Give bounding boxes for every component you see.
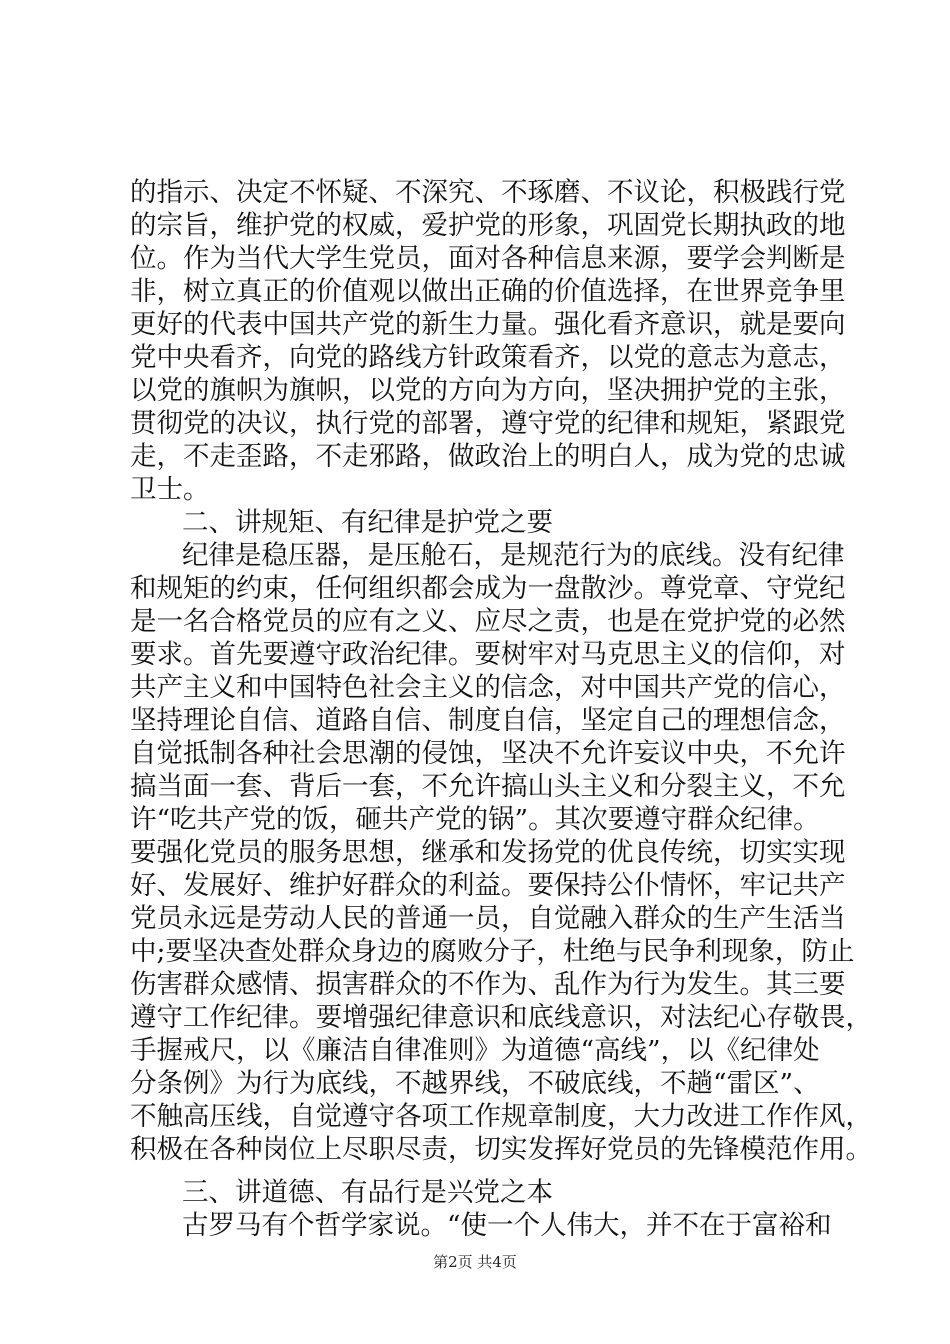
text-line: 伤害群众感情、损害群众的不作为、乱作为行为发生。其三要 [130,969,846,1000]
text-line: 搞当面一套、背后一套，不允许搞山头主义和分裂主义，不允 [130,771,846,802]
text-line: 古罗马有个哲学家说。“使一个人伟大，并不在于富裕和 [182,1210,832,1241]
text-line: 位。作为当代大学生党员，面对各种信息来源，要学会判断是 [130,243,846,274]
text-line: 的指示、决定不怀疑、不深究、不琢磨、不议论，积极践行党 [130,177,846,208]
text-line: 不触高压线，自觉遵守各项工作规章制度，大力改进工作作风， [130,1101,872,1132]
text-line: 的宗旨，维护党的权威，爱护党的形象，巩固党长期执政的地 [130,210,846,241]
text-line: 和规矩的约束，任何组织都会成为一盘散沙。尊党章、守党纪 [130,573,846,604]
text-line: 要强化党员的服务思想，继承和发扬党的优良传统，切实实现 [130,837,846,868]
text-line: 遵守工作纪律。要增强纪律意识和底线意识，对法纪心存敬畏， [130,1002,872,1033]
section-heading: 二、讲规矩、有纪律是护党之要 [182,507,553,538]
text-line: 积极在各种岗位上尽职尽责，切实发挥好党员的先锋模范作用。 [130,1134,872,1165]
text-line: 手握戒尺，以《廉洁自律准则》为道德“高线”，以《纪律处 [130,1035,820,1066]
text-line: 更好的代表中国共产党的新生力量。强化看齐意识，就是要向 [130,309,846,340]
page-footer: 第2页 共4页 [433,1253,517,1271]
text-line: 以党的旗帜为旗帜，以党的方向为方向，坚决拥护党的主张， [130,375,846,406]
section-heading: 三、讲道德、有品行是兴党之本 [182,1177,553,1208]
text-line: 纪律是稳压器，是压舱石，是规范行为的底线。没有纪律 [182,540,845,571]
text-line: 自觉抵制各种社会思潮的侵蚀，坚决不允许妄议中央，不允许 [130,738,846,769]
text-line: 党员永远是劳动人民的普通一员，自觉融入群众的生产生活当 [130,903,846,934]
text-line: 中;要坚决查处群众身边的腐败分子，杜绝与民争利现象，防止 [130,936,855,967]
text-line: 许“吃共产党的饭，砸共产党的锅”。其次要遵守群众纪律。 [130,804,820,835]
text-line: 好、发展好、维护好群众的利益。要保持公仆情怀，牢记共产 [130,870,846,901]
text-line: 共产主义和中国特色社会主义的信念，对中国共产党的信心， [130,672,846,703]
text-line: 要求。首先要遵守政治纪律。要树牢对马克思主义的信仰，对 [130,639,846,670]
text-line: 贯彻党的决议，执行党的部署，遵守党的纪律和规矩，紧跟党 [130,408,846,439]
text-line: 坚持理论自信、道路自信、制度自信，坚定自己的理想信念， [130,705,846,736]
text-line: 分条例》为行为底线，不越界线，不破底线，不趟“雷区”、 [130,1068,820,1099]
text-line: 走，不走歪路，不走邪路，做政治上的明白人，成为党的忠诚 [130,441,846,472]
text-line: 卫士。 [130,474,210,505]
text-line: 非，树立真正的价值观以做出正确的价值选择，在世界竞争里 [130,276,846,307]
text-line: 是一名合格党员的应有之义、应尽之责，也是在党护党的必然 [130,606,846,637]
text-line: 党中央看齐，向党的路线方针政策看齐，以党的意志为意志， [130,342,846,373]
